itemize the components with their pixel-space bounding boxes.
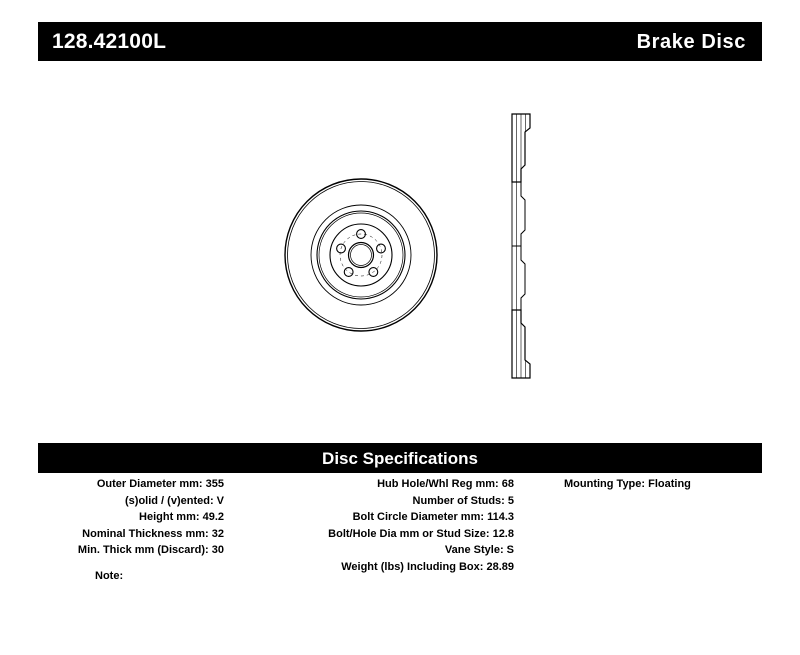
specifications-table bbox=[38, 476, 762, 586]
specifications-title: Disc Specifications bbox=[322, 448, 478, 468]
spec-item: Mounting Type: Floating bbox=[564, 478, 691, 490]
spec-item: Number of Studs: 5 bbox=[412, 494, 514, 507]
part-number: 128.42100L bbox=[52, 30, 167, 53]
spec-item: Weight (lbs) Including Box: 28.89 bbox=[341, 560, 514, 573]
rotor-drawing-svg bbox=[38, 70, 762, 430]
spec-item: Height mm: 49.2 bbox=[139, 511, 224, 523]
spec-item: Nominal Thickness mm: 32 bbox=[82, 527, 224, 540]
note-label: Note: bbox=[95, 570, 124, 582]
spec-item: Bolt/Hole Dia mm or Stud Size: 12.8 bbox=[328, 527, 514, 540]
specs-column-middle bbox=[228, 476, 518, 586]
spec-item: Bolt Circle Diameter mm: 114.3 bbox=[352, 511, 514, 523]
spec-item: Vane Style: S bbox=[444, 544, 514, 556]
brake-rotor-edge-view bbox=[512, 114, 530, 378]
spec-item: Hub Hole/Whl Reg mm: 68 bbox=[377, 478, 514, 490]
specifications-title-bar bbox=[38, 443, 762, 473]
specs-column-right bbox=[518, 476, 762, 586]
header-bar bbox=[38, 22, 762, 61]
product-drawing bbox=[38, 70, 762, 430]
spec-item: Min. Thick mm (Discard): 30 bbox=[77, 544, 224, 556]
product-type: Brake Disc bbox=[636, 30, 746, 53]
brake-rotor-face-view bbox=[285, 179, 437, 331]
spec-item: (s)olid / (v)ented: V bbox=[125, 494, 224, 507]
spec-item: Outer Diameter mm: 355 bbox=[96, 478, 224, 490]
specs-column-left bbox=[38, 476, 228, 586]
